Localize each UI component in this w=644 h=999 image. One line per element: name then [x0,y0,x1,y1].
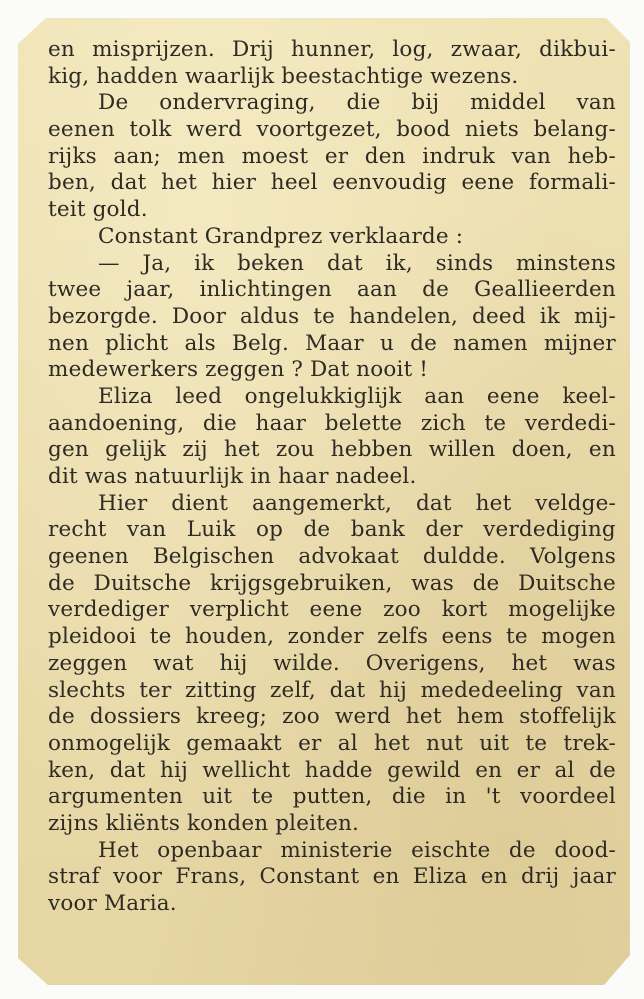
word: De [98,90,129,116]
word: Eliza [98,383,153,409]
word: Frans, [175,864,247,890]
word: bank [350,517,406,543]
word: hij [378,677,407,703]
word: Door [171,303,227,329]
word: bezorgde. [48,303,158,329]
word: kort [441,597,488,623]
text-line [48,544,616,571]
word: recht [48,517,107,543]
word: Maar [305,330,364,356]
word: argumenten [48,784,183,810]
word: tolk [129,117,172,143]
word: haar [255,410,307,436]
word: mogen [541,624,616,650]
word: dossiers [89,704,182,730]
text-line [48,864,616,891]
word: de [508,837,536,863]
word: zij [182,437,208,463]
text-line [48,277,616,304]
text-line [48,64,616,91]
word: stoffelijk [519,704,616,730]
word: beken [237,250,305,276]
word: en [480,864,508,890]
word: de [303,517,331,543]
text-line [48,624,616,651]
word: log, [392,37,434,62]
word: het [511,650,548,676]
word: niets [464,117,519,143]
text-line [48,357,616,384]
word: eene [461,170,515,196]
word: Grandprez [204,223,323,249]
word: Eliza [412,864,468,890]
word: nadeel. [335,464,417,489]
word: aandoening, [48,410,185,436]
word: die [391,784,426,810]
word: hadden [96,63,179,89]
word: kliënts [105,810,181,836]
word: drij [520,864,560,890]
word: wilde. [273,650,340,676]
word: dat [109,757,146,783]
word: Duitsche [518,570,616,596]
word: zijns [48,810,99,836]
word: Volgens [529,544,616,570]
word: heb- [567,143,616,169]
word: al [337,730,358,756]
word: hier [211,170,257,196]
word: ongelukkiglijk [244,383,402,409]
word: verdediging [483,517,616,543]
word: uit [479,730,510,756]
word: Geallieerden [474,277,616,303]
word: was [84,464,128,489]
word: geenen [48,544,129,570]
word: eens [441,624,493,650]
word: men [177,143,226,169]
word: het [475,490,512,516]
word: minstens [515,250,616,276]
word: zitting [185,677,257,703]
word: dikbui- [539,37,616,62]
word: Constant [259,864,360,890]
text-line [48,651,616,678]
word: deed [472,303,526,329]
word: en [372,864,400,890]
word: er [298,730,322,756]
word: was [573,650,616,676]
word: Dat [309,357,350,383]
word: eene [486,383,540,409]
word: de [589,757,616,783]
word: bood [396,117,451,143]
word: duldde. [422,544,506,570]
word: dat [326,250,363,276]
text-line [48,811,616,838]
word: beestachtige [281,63,424,89]
word: hunner, [290,37,376,62]
word: Luik [186,517,236,543]
word: bij [411,90,440,116]
word: veldge- [535,490,616,516]
word: Constant [98,223,198,249]
word: verdediger [48,597,170,623]
word: waarlijk [185,63,275,89]
text-line [48,731,616,758]
text-line [48,224,616,251]
word: Het [98,837,139,863]
word: eenvoudig [332,170,447,196]
word: eischte [411,837,491,863]
word: voor [48,891,98,916]
word: slechts [48,677,126,703]
word: de [422,277,450,303]
word: gold. [92,197,148,223]
text-line [48,838,616,865]
word: Overigens, [365,650,486,676]
word: gemaakt [186,730,282,756]
text-line [48,170,616,197]
word: onmogelijk [48,730,171,756]
text-line [48,384,616,411]
word: dit [48,464,78,489]
word: ondervraging, [159,90,316,116]
word: zelf, [270,677,316,703]
word: pleidooi [48,624,137,650]
word: mijner [543,330,616,356]
word: te [484,410,507,436]
word: dat [415,490,452,516]
word: Ja, [142,250,172,276]
text-line [48,37,616,64]
word: twee [48,277,102,303]
text-line [48,331,616,358]
word: wellicht [202,757,291,783]
word: die [202,410,237,436]
word: — [98,250,120,276]
word: openbaar [157,837,262,863]
word: u [379,330,395,356]
word: verplicht [189,597,289,623]
text-line [48,251,616,278]
word: de [410,330,438,356]
word: : [455,223,464,249]
word: formali- [528,170,616,196]
text-line [48,117,616,144]
word: ik [539,303,561,329]
word: nut [426,730,463,756]
word: en [475,757,503,783]
word: hebben [330,437,413,463]
word: was [411,570,454,596]
word: ter [139,677,172,703]
word: al [554,757,575,783]
word: haar [278,464,329,489]
word: zwaar, [450,37,523,62]
word: zoo [383,597,421,623]
word: zou [275,437,315,463]
word: teit [48,197,86,223]
word: ik, [385,250,413,276]
word: te [251,784,274,810]
word: misprijzen. [92,37,215,62]
word: het [405,704,442,730]
word: als [184,330,216,356]
word: aangemerkt, [252,490,393,516]
word: ! [419,357,429,383]
text-line [48,571,616,598]
word: aan; [113,143,161,169]
word: Belgischen [152,544,275,570]
word: hadde [304,757,373,783]
word: voor [112,864,163,890]
word: ministerie [280,837,393,863]
word: der [425,517,463,543]
text-line [48,464,616,491]
word: nooit [356,357,413,383]
text-line [48,90,616,117]
word: aldus [240,303,300,329]
word: konden [186,810,269,836]
word: er [324,143,349,169]
word: uit [202,784,233,810]
word: het [374,730,410,756]
text-line [48,197,616,224]
word: medewerkers [48,357,199,383]
word: straf [48,864,100,890]
word: aan [424,383,465,409]
word: op [255,517,284,543]
word: de [48,704,75,730]
word: zeggen [205,357,285,383]
word: mededeeling [420,677,563,703]
text-line [48,784,616,811]
word: van [576,677,616,703]
word: natuurlijk [134,464,244,489]
word: kreeg; [196,704,268,730]
word: leed [175,383,223,409]
word: verdedi- [524,410,616,436]
text-line [48,411,616,438]
word: belang- [533,117,616,143]
word: verklaarde [329,223,449,249]
word: eene [309,597,363,623]
word: voordeel [519,784,616,810]
word: eenen [48,117,115,143]
word: den [364,143,406,169]
text-line [48,704,616,731]
word: jaar, [126,277,175,303]
word: willen [428,437,496,463]
word: hem [456,704,505,730]
word: mogelijke [508,597,616,623]
word: heel [270,170,318,196]
word: namen [453,330,528,356]
article-text [48,37,616,918]
word: die [346,90,381,116]
word: sinds [435,250,494,276]
word: te [506,624,528,650]
word: handelen, [349,303,459,329]
word: de [48,570,75,596]
text-line [48,517,616,544]
word: gelijk [105,437,167,463]
word: belette [324,410,403,436]
word: in [250,464,272,489]
word: middel [470,90,546,116]
word: mij- [574,303,616,329]
word: moest [241,143,309,169]
word: ik [194,250,215,276]
word: putten, [292,784,373,810]
text-line [48,304,616,331]
text-line [48,597,616,624]
word: zeggen [48,650,128,676]
word: kig, [48,63,90,89]
word: zelfs [377,624,429,650]
word: van [511,143,552,169]
word: rijks [48,143,97,169]
word: in [445,784,467,810]
word: hij [159,757,188,783]
word: het [223,437,260,463]
word: het [161,170,197,196]
word: trek- [563,730,616,756]
word: dient [171,490,229,516]
word: werd [186,117,243,143]
word: dat [329,677,366,703]
text-line [48,491,616,518]
word: indruk [422,143,496,169]
word: dood- [554,837,616,863]
word: Duitsche [93,570,192,596]
word: en [48,37,75,62]
word: voortgezet, [256,117,382,143]
word: Maria. [104,891,177,916]
word: ben, [48,170,96,196]
word: aan [357,277,398,303]
word: gen [48,437,89,463]
word: krijgsgebruiken, [209,570,393,596]
text-line [48,758,616,785]
word: plicht [105,330,169,356]
word: ken, [48,757,96,783]
word: te [149,624,172,650]
word: van [576,90,616,116]
word: wat [153,650,194,676]
word: er [516,757,541,783]
word: wezens. [430,63,519,89]
text-line [48,678,616,705]
word: en [588,437,616,463]
word: Drij [232,37,274,62]
word: inlichtingen [199,277,332,303]
word: zich [420,410,466,436]
word: te [525,730,548,756]
text-line [48,891,616,918]
word: zoo [282,704,320,730]
word: de [472,570,500,596]
word: Belg. [231,330,289,356]
word: hij [219,650,248,676]
word: van [126,517,167,543]
word: werd [334,704,391,730]
word: nen [48,330,90,356]
word: zonder [287,624,364,650]
text-line [48,437,616,464]
word: ? [291,357,304,383]
word: Hier [98,490,148,516]
word: gewild [387,757,461,783]
word: dat [110,170,147,196]
word: houden, [184,624,275,650]
word: keel- [562,383,616,409]
word: te [313,303,336,329]
word: doen, [511,437,573,463]
word: advokaat [298,544,399,570]
text-line [48,144,616,171]
word: 't [485,784,501,810]
word: pleiten. [275,810,360,836]
word: jaar [572,864,616,890]
